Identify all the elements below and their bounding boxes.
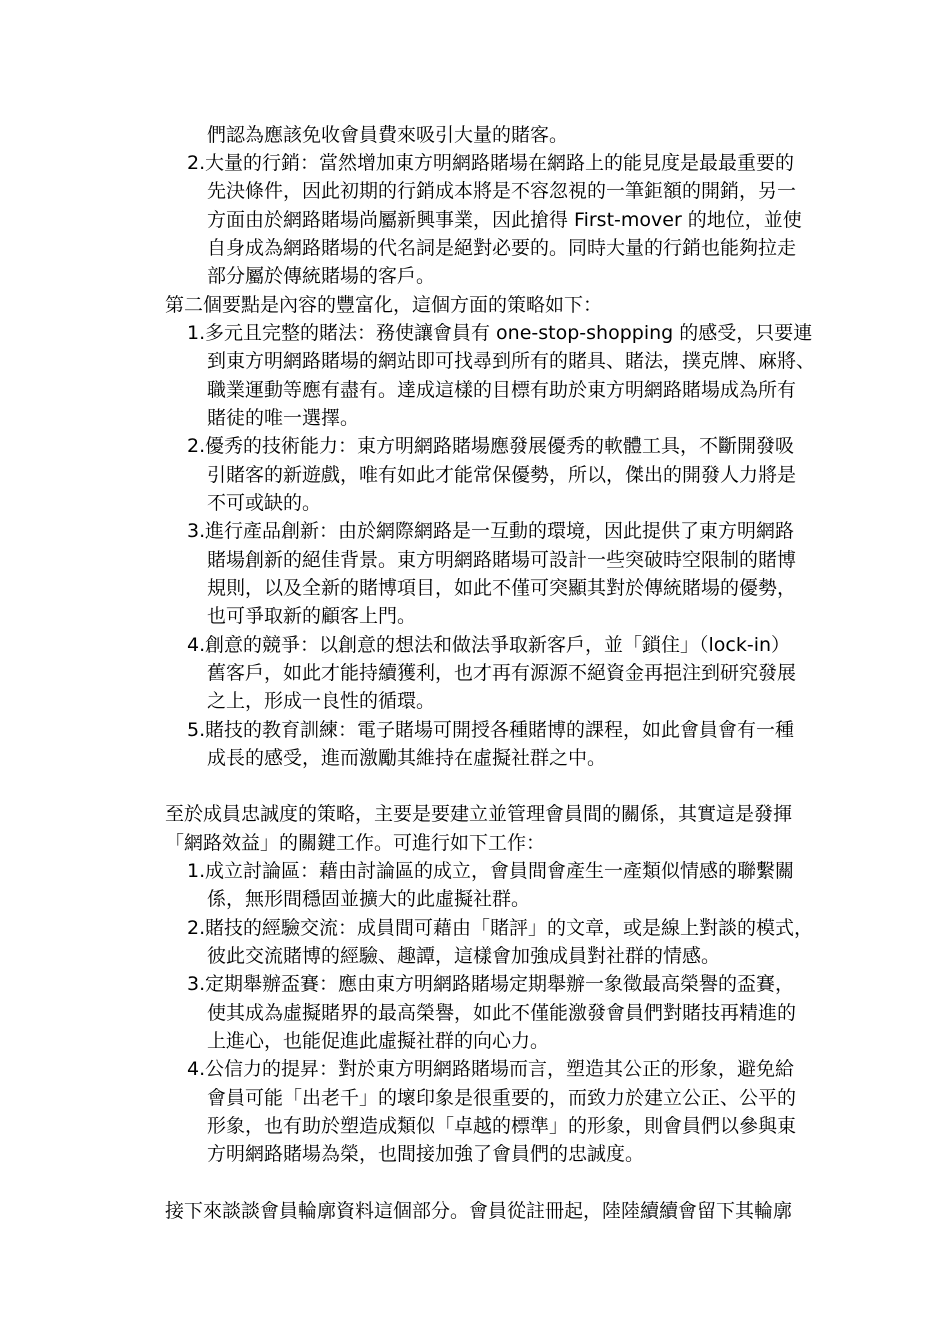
list-number: 4. [187, 1058, 206, 1080]
list-number: 1. [187, 860, 206, 882]
list-number: 5. [187, 719, 206, 741]
list-item [187, 149, 794, 177]
text-line: 賭徒的唯一選擇。 [207, 407, 360, 429]
text-line: 成長的感受，進而激勵其維持在虛擬社群之中。 [207, 747, 607, 769]
list-number: 2. [187, 435, 206, 457]
text-line: 賭技的經驗交流：成員間可藉由「賭評」的文章，或是線上對談的模式， [205, 917, 814, 939]
text-line: 賭技的教育訓練：電子賭場可開授各種賭博的課程，如此會員會有一種 [205, 719, 795, 741]
text-line: 自身成為網路賭場的代名詞是絕對必要的。同時大量的行銷也能夠拉走 [207, 237, 797, 259]
text-line: 使其成為虛擬賭界的最高榮譽，如此不僅能激發會員們對賭技再精進的 [207, 1002, 797, 1024]
text-line: 也可爭取新的顧客上門。 [207, 605, 417, 627]
text-line: 會員可能「出老千」的壞印象是很重要的，而致力於建立公正、公平的 [207, 1087, 797, 1109]
list-item [187, 716, 794, 744]
list-item [187, 1055, 794, 1083]
text-line: 不可或缺的。 [207, 492, 322, 514]
text-line: 公信力的提昇：對於東方明網路賭場而言，塑造其公正的形象，避免給 [205, 1058, 795, 1080]
list-item [187, 914, 813, 942]
list-item [187, 631, 790, 659]
text-line: 舊客戶，如此才能持續獲利，也才再有源源不絕資金再挹注到研究發展 [207, 662, 797, 684]
list-number: 3. [187, 973, 206, 995]
text-line: 進行產品創新：由於網際網路是一互動的環境，因此提供了東方明網路 [205, 520, 795, 542]
text-line: 們認為應該免收會員費來吸引大量的賭客。 [207, 124, 569, 146]
text-line: 優秀的技術能力：東方明網路賭場應發展優秀的軟體工具，不斷開發吸 [205, 435, 795, 457]
text-line: 部分屬於傳統賭場的客戶。 [207, 265, 436, 287]
text-line: 規則，以及全新的賭博項目，如此不僅可突顯其對於傳統賭場的優勢， [207, 577, 797, 599]
text-line: 上進心，也能促進此虛擬社群的向心力。 [207, 1030, 550, 1052]
paragraph-line: 接下來談談會員輪廓資料這個部分。會員從註冊起，陸陸續續會留下其輪廓 [165, 1200, 793, 1222]
text-line: 係，無形間穩固並擴大的此虛擬社群。 [207, 888, 531, 910]
text-line: 職業運動等應有盡有。達成這樣的目標有助於東方明網路賭場成為所有 [207, 379, 797, 401]
text-line: 方明網路賭場為榮，也間接加強了會員們的忠誠度。 [207, 1143, 645, 1165]
text-line: 之上，形成一良性的循環。 [207, 690, 436, 712]
text-line: 大量的行銷：當然增加東方明網路賭場在網路上的能見度是最最重要的 [205, 152, 795, 174]
text-line: 成立討論區：藉由討論區的成立，會員間會產生一產類似情感的聯繫關 [205, 860, 795, 882]
list-item [187, 857, 794, 885]
text-line: 引賭客的新遊戲，唯有如此才能常保優勢，所以，傑出的開發人力將是 [207, 464, 797, 486]
text-line: 方面由於網路賭場尚屬新興事業，因此搶得 First-mover 的地位，並使 [207, 209, 802, 231]
list-number: 1. [187, 322, 206, 344]
list-item [187, 970, 794, 998]
text-line: 賭場創新的絕佳背景。東方明網路賭場可設計一些突破時空限制的賭博 [207, 549, 797, 571]
text-line: 彼此交流賭博的經驗、趣譚，這樣會加強成員對社群的情感。 [207, 945, 721, 967]
list-item [187, 319, 812, 347]
list-number: 3. [187, 520, 206, 542]
paragraph-line: 至於成員忠誠度的策略，主要是要建立並管理會員間的關係，其實這是發揮 [165, 803, 793, 825]
text-line: 形象，也有助於塑造成類似「卓越的標準」的形象，則會員們以參與東 [207, 1115, 797, 1137]
text-line: 多元且完整的賭法：務使讓會員有 one-stop-shopping 的感受，只要連 [205, 322, 813, 344]
text-line: 定期舉辦盃賽：應由東方明網路賭場定期舉辦一象徵最高榮譽的盃賽， [205, 973, 795, 995]
list-item [187, 432, 794, 460]
text-line: 先決條件，因此初期的行銷成本將是不容忽視的一筆鉅額的開銷，另一 [207, 180, 797, 202]
text-line: 到東方明網路賭場的網站即可找尋到所有的賭具、賭法，撲克牌、麻將、 [207, 350, 816, 372]
paragraph-line: 「網路效益」的關鍵工作。可進行如下工作： [165, 832, 546, 854]
text-line: 創意的競爭：以創意的想法和做法爭取新客戶，並「鎖住」（lock-in） [205, 634, 791, 656]
list-item [187, 517, 794, 545]
list-number: 4. [187, 634, 206, 656]
section-heading: 第二個要點是內容的豐富化，這個方面的策略如下： [165, 294, 603, 316]
list-number: 2. [187, 917, 206, 939]
list-number: 2. [187, 152, 206, 174]
